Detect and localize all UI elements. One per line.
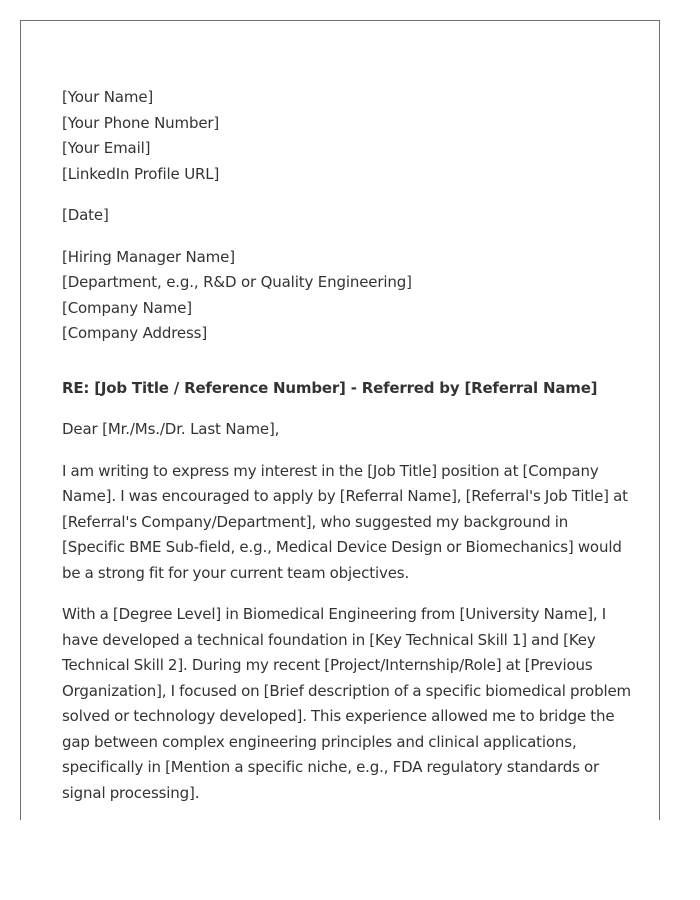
sender-linkedin: [LinkedIn Profile URL] (62, 164, 220, 183)
letter-page (20, 20, 660, 820)
body-paragraph-2: With a [Degree Level] in Biomedical Engineering from [University Name], I have developed a technical foundation in [Key Technical Skill 1] and [Key Technical Skill 2]. During my recent [Project/Internship/Role] at [Previous Organization], I focused on [Brief description of a specific biomedical problem solved or technology developed]. This experience allowed me to bridge the gap between complex engineering principles and clinical applications, specifically in [Mention a specific niche, e.g., FDA regulatory standards or signal processing]. (62, 605, 632, 802)
date-block (62, 203, 632, 229)
recipient-block (62, 245, 632, 347)
sender-name: [Your Name] (62, 88, 154, 106)
salutation (62, 417, 632, 443)
recipient-department: [Department, e.g., R&D or Quality Engineering] (62, 273, 412, 291)
body-paragraph-1: I am writing to express my interest in the [Job Title] position at [Company Name]. I was encouraged to apply by [Referral Name], [Referral's Job Title] at [Referral's Company/Department], who suggested my background in [Specific BME Sub-field, e.g., Medical Device Design or Biomechanics] would be a strong fit for your current team objectives. (62, 461, 628, 582)
recipient-company: [Company Name] (62, 298, 192, 317)
recipient-address: [Company Address] (62, 324, 208, 342)
sender-block (62, 85, 632, 187)
letter-date: [Date] (62, 206, 109, 224)
letter-content (62, 85, 632, 822)
subject-line: RE: [Job Title / Reference Number] - Referred by [Referral Name] (62, 378, 598, 397)
recipient-manager: [Hiring Manager Name] (62, 247, 235, 266)
sender-phone: [Your Phone Number] (62, 113, 220, 132)
salutation-text: Dear [Mr./Ms./Dr. Last Name], (62, 420, 280, 438)
sender-email: [Your Email] (62, 139, 151, 157)
